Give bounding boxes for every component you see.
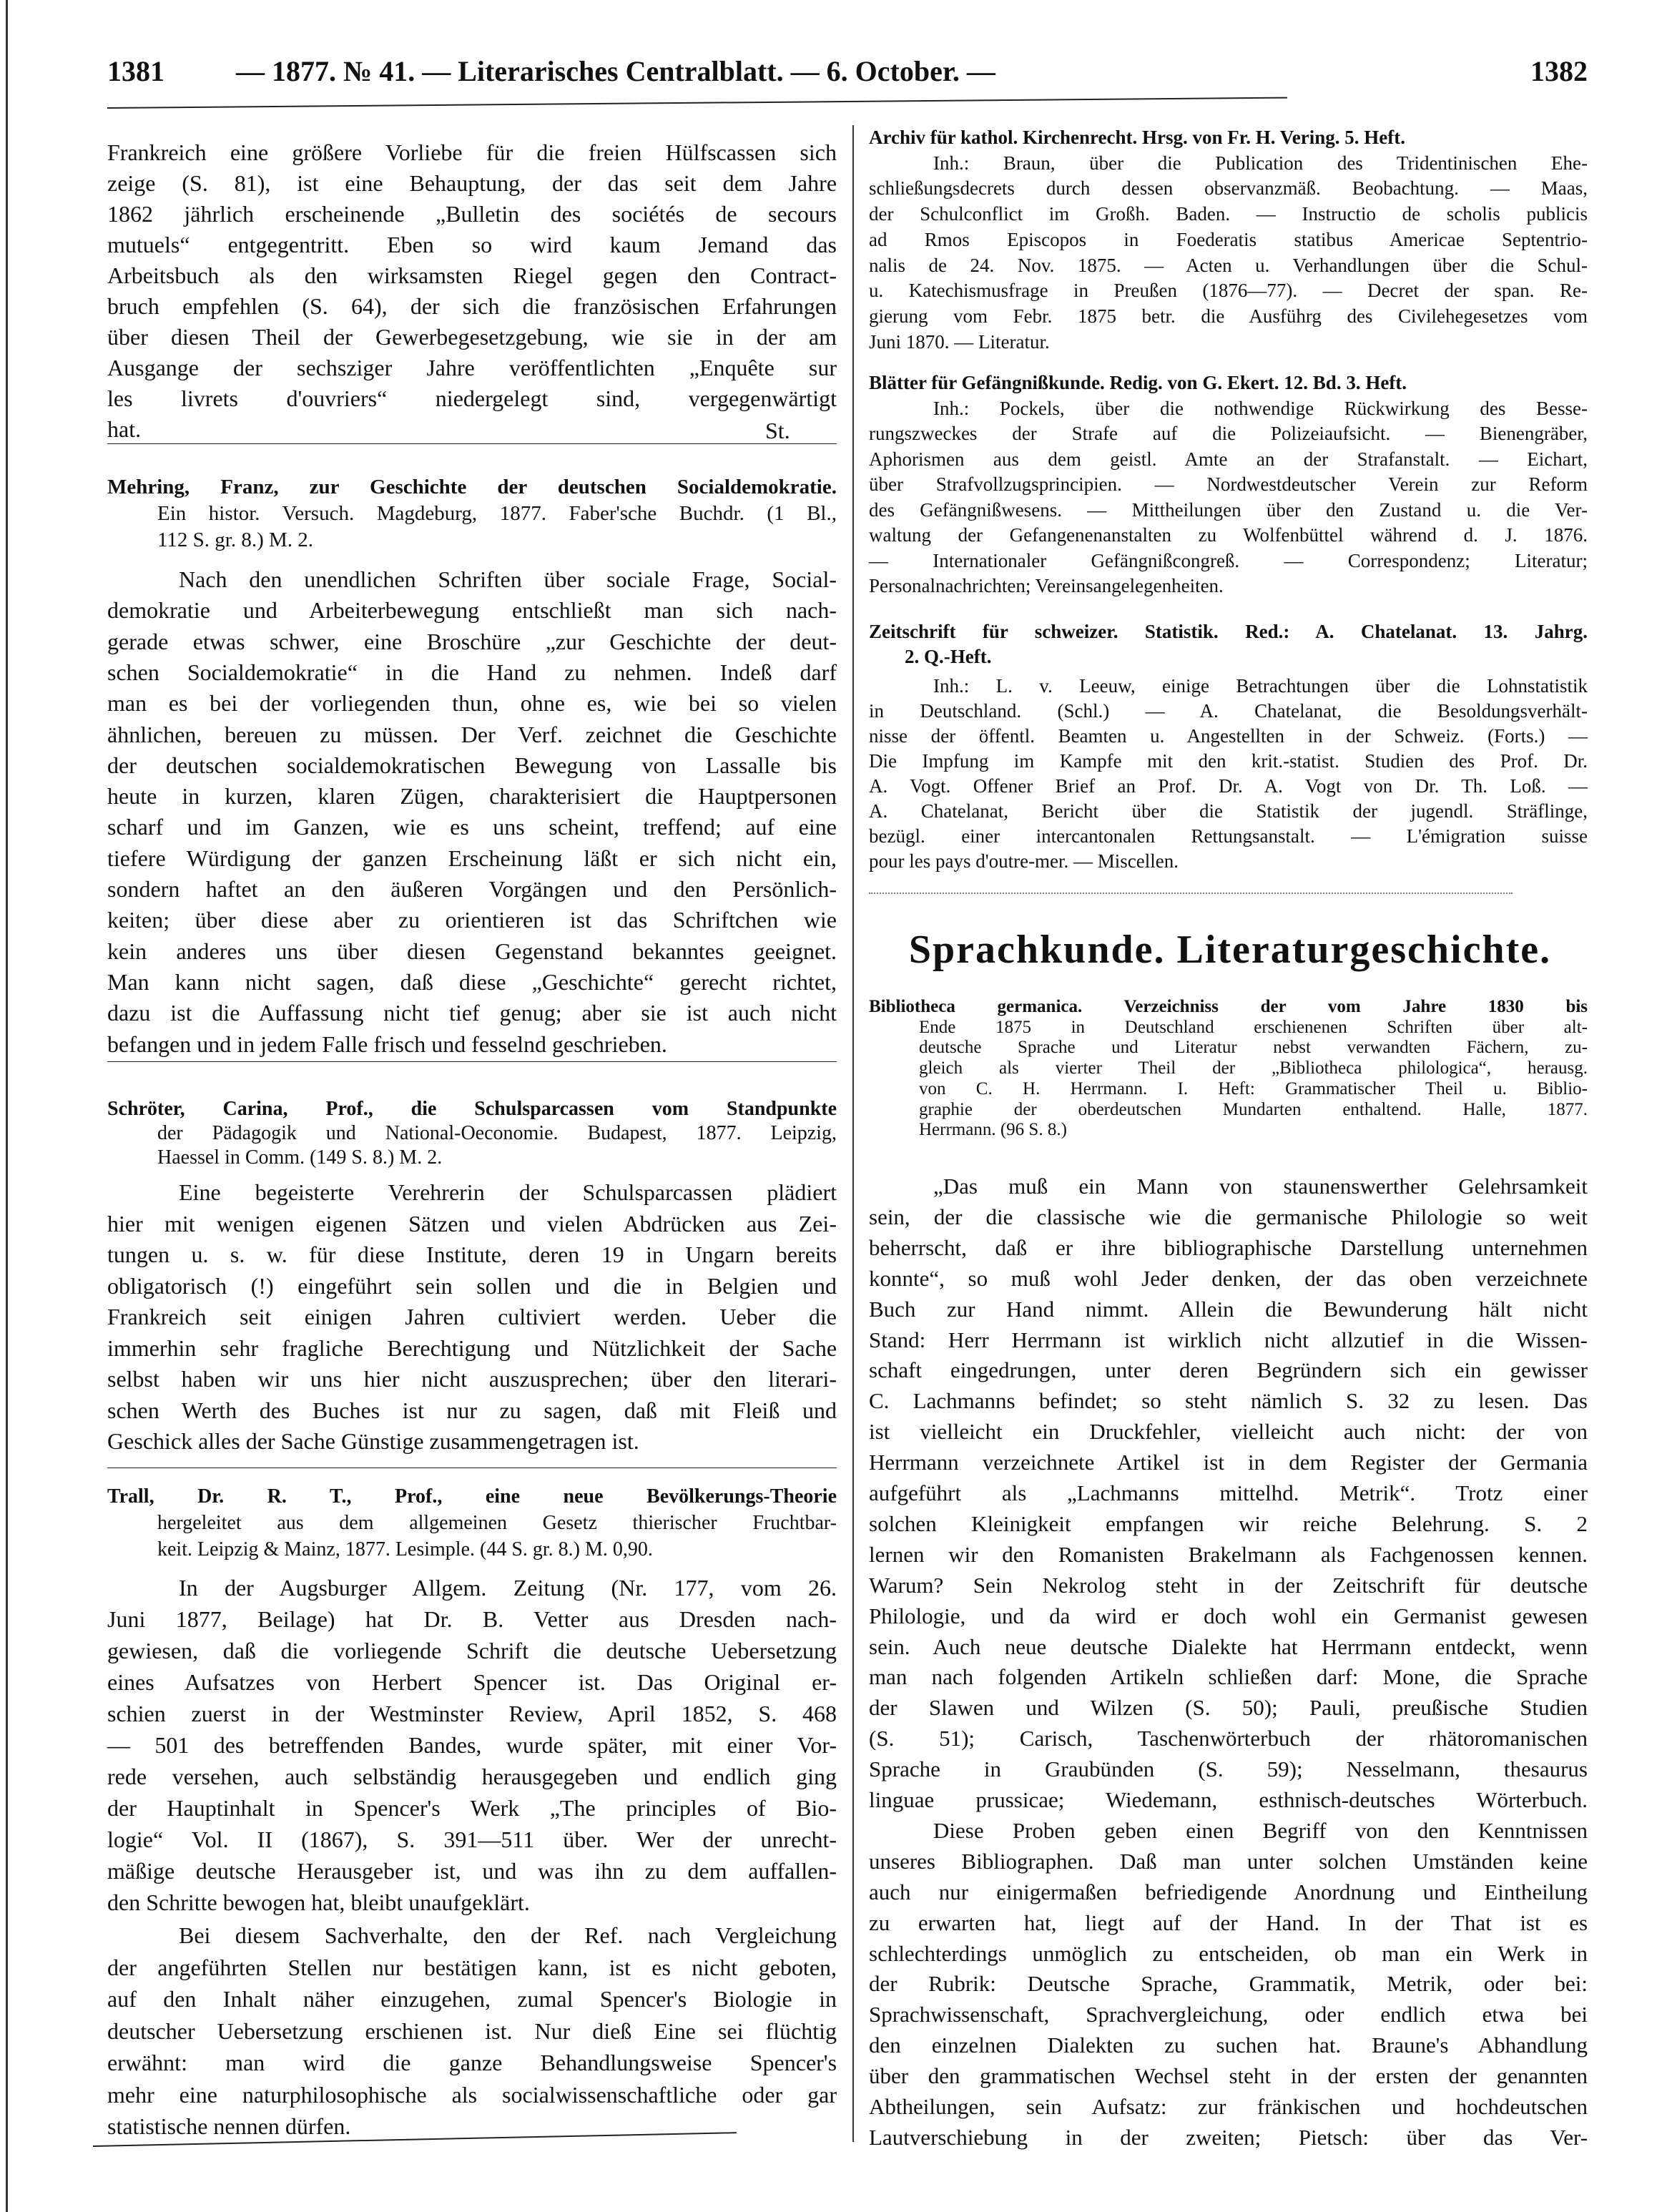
text-line: Bei diesem Sachverhalte, den der Ref. nach Vergleichung xyxy=(179,1922,837,1948)
text-line: schaft eingedrungen, unter deren Begründern sich ein gewisser xyxy=(869,1357,1588,1383)
text-line: Geschick alles der Sache Günstige zusammengetragen ist. xyxy=(107,1428,639,1454)
text-line: Haessel in Comm. (149 S. 8.) M. 2. xyxy=(157,1146,443,1169)
text-line: Buch zur Hand nimmt. Allein die Bewunderung hält nicht xyxy=(869,1296,1588,1322)
text-line: der Hauptinhalt in Spencer's Werk „The principles of Bio- xyxy=(107,1795,837,1821)
text-line: Abtheilungen, sein Aufsatz: zur fränkischen und hochdeutschen xyxy=(869,2094,1588,2119)
text-line: Ein histor. Versuch. Magdeburg, 1877. Faber'sche Buchdr. (1 Bl., xyxy=(157,502,837,525)
text-line: selbst haben wir uns hier nicht auszusprechen; über den literari- xyxy=(107,1366,837,1392)
text-line: Archiv für kathol. Kirchenrecht. Hrsg. von Fr. H. Vering. 5. Heft. xyxy=(869,127,1405,148)
text-line: hergeleitet aus dem allgemeinen Gesetz thierischer Fruchtbar- xyxy=(157,1512,837,1534)
text-line: — 501 des betreffenden Bandes, wurde später, mit einer Vor- xyxy=(107,1732,837,1758)
text-line: linguae prussicae; Wiedemann, esthnisch-deutsches Wörterbuch. xyxy=(869,1787,1588,1812)
text-line: Stand: Herr Herrmann ist wirklich nicht allzutief in die Wissen- xyxy=(869,1327,1588,1352)
text-line: nalis de 24. Nov. 1875. — Acten u. Verhandlungen über die Schul- xyxy=(869,254,1588,276)
section-separator xyxy=(869,893,1513,894)
text-line: bruch empfehlen (S. 64), der sich die französischen Erfahrungen xyxy=(107,293,837,319)
text-line: ad Rmos Episcopos in Foederatis statibus Americae Septentrio- xyxy=(869,228,1588,250)
page-number-right: 1382 xyxy=(1530,55,1588,87)
text-line: deutsche Sprache und Literatur nebst verwandten Fächern, zu- xyxy=(919,1038,1588,1058)
text-line: der Rubrik: Deutsche Sprache, Grammatik, Metrik, oder bei: xyxy=(869,1971,1588,1997)
text-line: konnte“, so muß wohl Jeder denken, der das oben verzeichnete xyxy=(869,1265,1588,1291)
entry-separator xyxy=(107,443,837,444)
text-line: Sprachwissenschaft, Sprachvergleichung, oder endlich etwa bei xyxy=(869,2002,1588,2027)
text-line: der deutschen socialdemokratischen Bewegung von Lassalle bis xyxy=(107,752,837,778)
text-line: mutuels“ entgegentritt. Eben so wird kaum Jemand das xyxy=(107,232,837,257)
text-line: keit. Leipzig & Mainz, 1877. Lesimple. (44 S. gr. 8.) M. 0,90. xyxy=(157,1538,653,1560)
text-line: scharf und im Ganzen, wie es uns scheint, treffend; auf eine xyxy=(107,814,837,840)
text-line: rede versehen, auch selbständig herausgegeben und endlich ging xyxy=(107,1764,837,1789)
text-line: Blätter für Gefängnißkunde. Redig. von G. Ekert. 12. Bd. 3. Heft. xyxy=(869,372,1407,393)
text-line: aufgeführt als „Lachmanns mittelhd. Metrik“. Trotz einer xyxy=(869,1480,1588,1505)
header-rule xyxy=(107,97,1287,109)
text-line: eines Aufsatzes von Herbert Spencer ist. Das Original er- xyxy=(107,1669,837,1695)
text-line: 112 S. gr. 8.) M. 2. xyxy=(157,529,314,551)
text-line: Herrmann verzeichnete Artikel ist in dem Register der Germania xyxy=(869,1450,1588,1475)
text-line: über Strafvollzugsprincipien. — Nordwestdeutscher Verein zur Reform xyxy=(869,473,1588,495)
text-line: Bibliotheca germanica. Verzeichniss der vom Jahre 1830 bis xyxy=(869,997,1588,1016)
text-line: Personalnachrichten; Vereinsangelegenheiten. xyxy=(869,575,1224,596)
text-line: 2. Q.-Heft. xyxy=(905,646,992,667)
text-line: Arbeitsbuch als den wirksamsten Riegel gegen den Contract- xyxy=(107,262,837,288)
text-line: Trall, Dr. R. T., Prof., eine neue Bevölkerungs-Theorie xyxy=(107,1485,837,1508)
text-line: Philologie, und da wird er doch wohl ein Germanist gewesen xyxy=(869,1603,1588,1628)
text-line: gierung vom Febr. 1875 betr. die Ausführg des Civilehegesetzes vom xyxy=(869,305,1588,327)
text-line: Warum? Sein Nekrolog steht in der Zeitschrift für deutsche xyxy=(869,1572,1588,1598)
text-line: C. Lachmanns befindet; so steht nämlich S. 32 zu lesen. Das xyxy=(869,1388,1588,1414)
text-line: sein, der die classische wie die germanische Philologie so weit xyxy=(869,1204,1588,1229)
text-line: des Gefängnißwesens. — Mittheilungen über den Zustand u. die Ver- xyxy=(869,498,1588,521)
text-line: Inh.: Braun, über die Publication des Tridentinischen Ehe- xyxy=(933,152,1588,174)
text-line: hat. xyxy=(107,416,142,442)
running-title: — 1877. № 41. — Literarisches Centralblatt. — 6. October. — xyxy=(236,55,995,87)
text-line: keiten; über diese aber zu orientieren ist das Schriftchen wie xyxy=(107,907,837,933)
text-line: sein. Auch neue deutsche Dialekte hat Herrmann entdeckt, wenn xyxy=(869,1633,1588,1659)
text-line: heute in kurzen, klaren Zügen, charakterisiert die Hauptpersonen xyxy=(107,783,837,810)
text-line: Man kann nicht sagen, daß diese „Geschichte“ gerecht richtet, xyxy=(107,968,837,995)
text-line: Schröter, Carina, Prof., die Schulsparcassen vom Standpunkte xyxy=(107,1098,837,1120)
text-line: den Schritte bewogen hat, bleibt unaufgeklärt. xyxy=(107,1889,530,1915)
text-line: lernen wir den Romanisten Brakelmann als Fachgenossen kennen. xyxy=(869,1541,1588,1567)
text-line: Zeitschrift für schweizer. Statistik. Red.: A. Chatelanat. 13. Jahrg. xyxy=(869,621,1588,642)
text-line: Aphorismen aus dem geistl. Amte an der Strafanstalt. — Eichart, xyxy=(869,448,1588,470)
text-line: man nach folgenden Artikeln schließen darf: Mone, die Sprache xyxy=(869,1664,1588,1690)
text-line: Ausgange der sechsziger Jahre veröffentlichten „Enquête sur xyxy=(107,355,837,380)
text-line: nisse der öffentl. Beamten u. Angestellten in der Schweiz. (Forts.) — xyxy=(869,725,1588,747)
text-line: Frankreich eine größere Vorliebe für die freien Hülfscassen sich xyxy=(107,139,837,165)
text-line: schen Werth des Buches ist nur zu sagen, daß mit Fleiß und xyxy=(107,1397,837,1423)
column-divider xyxy=(852,125,854,2142)
text-line: gerade etwas schwer, eine Broschüre „zur Geschichte der deut- xyxy=(107,628,837,654)
text-line: über den grammatischen Wechsel steht in der ersten der genannten xyxy=(869,2063,1588,2089)
text-line: Juni 1877, Beilage) hat Dr. B. Vetter aus Dresden nach- xyxy=(107,1606,837,1632)
text-line: dazu ist die Auffassung nicht tief genug; aber sie ist auch nicht xyxy=(107,1000,837,1026)
text-line: immerhin sehr fragliche Berechtigung und Nützlichkeit der Sache xyxy=(107,1334,837,1361)
text-line: kein anderes uns über diesen Gegenstand bekanntes geeignet. xyxy=(107,938,837,964)
text-line: Nach den unendlichen Schriften über sociale Frage, Social- xyxy=(179,566,837,592)
text-line: schen Socialdemokratie“ in die Hand zu nehmen. Indeß darf xyxy=(107,659,837,685)
text-line: in Deutschland. (Schl.) — A. Chatelanat, die Besoldungsverhält- xyxy=(869,700,1588,722)
text-line: der Pädagogik und National-Oeconomie. Budapest, 1877. Leipzig, xyxy=(157,1122,837,1144)
text-line: statistische nennen dürfen. xyxy=(107,2113,351,2139)
text-line: obligatorisch (!) eingeführt sein sollen und die in Belgien und xyxy=(107,1272,837,1299)
text-line: hier mit wenigen eigenen Sätzen und vielen Abdrücken aus Zei- xyxy=(107,1210,837,1237)
text-line: zeige (S. 81), ist eine Behauptung, der das seit dem Jahre xyxy=(107,170,837,196)
entry-separator xyxy=(107,1061,837,1062)
signature-line xyxy=(765,418,830,441)
text-line: A. Vogt. Offener Brief an Prof. Dr. A. Vogt von Dr. Th. Loß. — xyxy=(869,775,1588,797)
section-heading: Sprachkunde. Literaturgeschichte. xyxy=(908,928,1552,972)
text-line: erwähnt: man wird die ganze Behandlungsweise Spencer's xyxy=(107,2050,837,2075)
text-line: A. Chatelanat, Bericht über die Statistik der jugendl. Sträflinge, xyxy=(869,800,1588,822)
text-line: waltung der Gefangenenanstalten zu Wolfenbüttel während d. J. 1876. xyxy=(869,524,1588,546)
text-line: der Slawen und Wilzen (S. 50); Pauli, preußische Studien xyxy=(869,1695,1588,1721)
text-line: u. Katechismusfrage in Preußen (1876—77). — Decret der span. Re- xyxy=(869,280,1588,302)
text-line: Sprache in Graubünden (S. 59); Nesselmann, thesaurus xyxy=(869,1756,1588,1782)
text-line: zu erwarten hat, liegt auf der Hand. In der That ist es xyxy=(869,1909,1588,1935)
text-line: Herrmann. (96 S. 8.) xyxy=(919,1120,1067,1140)
text-line: ist vielleicht ein Druckfehler, vielleicht auch nicht: der von xyxy=(869,1419,1588,1445)
text-line: schien zuerst in der Westminster Review, April 1852, S. 468 xyxy=(107,1701,837,1726)
text-line: solchen Kleinigkeit empfangen wir reiche Belehrung. S. 2 xyxy=(869,1510,1588,1536)
text-line: pour les pays d'outre-mer. — Miscellen. xyxy=(869,850,1179,872)
text-line: ähnlichen, bereuen zu müssen. Der Verf. zeichnet die Geschichte xyxy=(107,721,837,747)
text-line: Inh.: L. v. Leeuw, einige Betrachtungen über die Lohnstatistik xyxy=(933,675,1588,697)
text-line: tiefere Würdigung der ganzen Erscheinung läßt er sich nicht ein, xyxy=(107,845,837,871)
text-line: In der Augsburger Allgem. Zeitung (Nr. 177, vom 26. xyxy=(179,1575,837,1601)
page-number-left: 1381 xyxy=(107,55,164,87)
text-line: über diesen Theil der Gewerbegesetzgebung, wie sie in der am xyxy=(107,324,837,350)
text-line: les livrets d'ouvriers“ niedergelegt sind, vergegenwärtigt xyxy=(107,385,837,411)
text-line: demokratie und Arbeiterbewegung entschließt man sich nach- xyxy=(107,597,837,624)
text-line: den einzelnen Dialekten zu suchen hat. Braune's Abhandlung xyxy=(869,2032,1588,2058)
scan-edge xyxy=(6,0,8,2212)
text-line: — Internationaler Gefängnißcongreß. — Correspondenz; Literatur; xyxy=(869,549,1588,571)
text-line: Ende 1875 in Deutschland erschienenen Schriften über alt- xyxy=(919,1017,1588,1037)
text-line: gewiesen, daß die vorliegende Schrift die deutsche Uebersetzung xyxy=(107,1638,837,1663)
text-line: auch nur einigermaßen befriedigende Anordnung und Eintheilung xyxy=(869,1879,1588,1904)
text-line: bezügl. einer intercantonalen Rettungsanstalt. — L'émigration suisse xyxy=(869,825,1588,847)
text-line: schlechterdings unmöglich zu entscheiden, ob man ein Werk in xyxy=(869,1940,1588,1966)
text-line: der Schulconflict im Großh. Baden. — Instructio de scholis publicis xyxy=(869,203,1588,225)
text-line: deutscher Uebersetzung erschienen ist. Nur dieß Eine sei flüchtig xyxy=(107,2017,837,2044)
text-line: Mehring, Franz, zur Geschichte der deutschen Socialdemokratie. xyxy=(107,476,837,498)
text-line: Frankreich seit einigen Jahren cultiviert werden. Ueber die xyxy=(107,1304,837,1329)
text-line: (S. 51); Carisch, Taschenwörterbuch der rhätoromanischen xyxy=(869,1726,1588,1751)
text-line: Inh.: Pockels, über die nothwendige Rückwirkung des Besse- xyxy=(933,397,1588,419)
text-line: Lautverschiebung in der zweiten; Pietsch: über das Ver- xyxy=(869,2124,1588,2150)
text-line: logie“ Vol. II (1867), S. 391—511 über. Wer der unrecht- xyxy=(107,1827,837,1852)
text-line: befangen und in jedem Falle frisch und fesselnd geschrieben. xyxy=(107,1031,667,1057)
text-line: schließungsdecrets durch dessen observanzmäß. Beobachtung. — Maas, xyxy=(869,177,1588,200)
text-line: mehr eine naturphilosophische als socialwissenschaftliche oder gar xyxy=(107,2081,837,2108)
text-line: Diese Proben geben einen Begriff von den Kenntnissen xyxy=(933,1817,1588,1843)
text-line: mäßige deutsche Herausgeber ist, und was ihn zu dem auffallen- xyxy=(107,1858,837,1884)
text-line: der angeführten Stellen nur bestätigen kann, ist es nicht geboten, xyxy=(107,1954,837,1980)
text-line: sondern haftet an den äußeren Vorgängen und den Persönlich- xyxy=(107,876,837,902)
text-line: unseres Bibliographen. Daß man unter solchen Umständen keine xyxy=(869,1848,1588,1874)
text-line: graphie der oberdeutschen Mundarten enthaltend. Halle, 1877. xyxy=(919,1099,1588,1119)
text-line: tungen u. s. w. für diese Institute, deren 19 in Ungarn bereits xyxy=(107,1242,837,1267)
text-line: gleich als vierter Theil der „Bibliotheca philologica“, herausg. xyxy=(919,1058,1588,1078)
author-signature: St. xyxy=(765,418,790,443)
text-line: beherrscht, daß er ihre bibliographische Darstellung unternehmen xyxy=(869,1234,1588,1260)
text-line: von C. H. Herrmann. I. Heft: Grammatischer Theil u. Biblio- xyxy=(919,1078,1588,1098)
text-line: „Das muß ein Mann von staunenswerther Gelehrsamkeit xyxy=(933,1174,1588,1199)
text-line: Juni 1870. — Literatur. xyxy=(869,330,1050,353)
text-line: man es bei der vorliegenden thun, ohne es, wie bei so vielen xyxy=(107,690,837,717)
text-line: 1862 jährlich erscheinende „Bulletin des sociétés de secours xyxy=(107,201,837,227)
text-line: Die Impfung im Kampfe mit den krit.-statist. Studien des Prof. Dr. xyxy=(869,750,1588,772)
text-line: Eine begeisterte Verehrerin der Schulsparcassen plädiert xyxy=(179,1179,837,1205)
text-line: rungszweckes der Strafe auf die Polizeiaufsicht. — Bienengräber, xyxy=(869,423,1588,444)
text-line: auf den Inhalt näher einzugehen, zumal Spencer's Biologie in xyxy=(107,1986,837,2012)
